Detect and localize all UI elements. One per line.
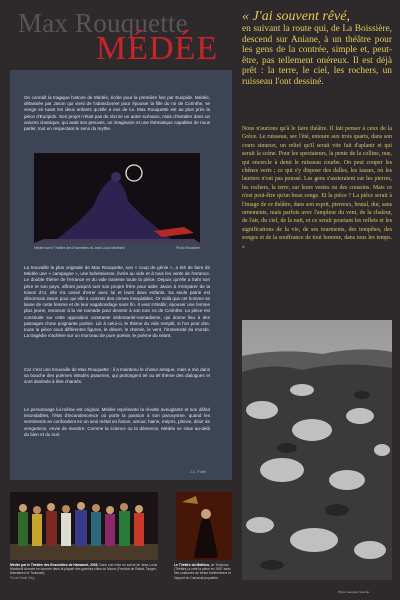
photo2-caption-title: Médée par le Théâtre des Ensembles de Hamamet, 2003.	[10, 563, 99, 567]
mathieu-photo-caption	[174, 563, 236, 580]
landscape-photo-illustration	[242, 320, 392, 580]
photo2-caption-body: Dans une mise en scène de Jean-Louis Martinelli donnée en tournée dans la plupart des grandes villes du Maroc (Festival de Rabat, Tanger, Marrakech et Toulouse).	[10, 563, 158, 576]
stage-photo-medee	[34, 153, 200, 243]
text-credit: J.C. Forêt	[190, 470, 206, 474]
photo3-caption-body: de Toulouse (Théâtre) a créé la pièce en 1997 avec des costumes de tenue bohémienne et l'apport du Carnaval populaire.	[174, 563, 231, 580]
fourth-paragraph: Le personnage lui-même est original. Médée représente la révolte aveuglante et son défait insondables, l'état d'incandescence où porte la passion à son paroxysme, quand les sentiments se confondent en un seul métal en fusion, amour, haine, mépris, pitovie, désir de vengeance, envie de meurtre. Comme la science ou la démence, Médée se situe au-delà du bien et du mal.	[24, 407, 210, 437]
photo2-credit: Photo Nadir Nivy	[10, 575, 35, 580]
third-paragraph: Car c'est une trouvaille de Max Rouquette : il a maintenu le chœur antique, mais a mis dans sa bouche des poèmes intitulés psaumes, qui prolongent tel ou tel thème des dialogues et sont destinés à être chantés.	[24, 367, 210, 385]
mathieu-photo-illustration	[176, 492, 232, 560]
mathieu-theatre-photo	[176, 492, 232, 560]
quote-body: Nous n'aurions qu'à le faire théâtre. Il fait penser à ceux de la Grèce. Le ruisseau, sec l'été, entoure aux trois quarts, dans son cours sinueux, un relief qu'il serait vite fait d'aplanir et qui serait la scène. Pour les spectateurs, la pente de la colline, nue, qui encercle à demi le ruisseau courbe. On peut couper les chênes verts ; ce qui s'y dispose des dalles, les lauses, où les lauriers n'ont pas poussé. Les gens s'assieraient sur les pierres, les rochers, la terre, sur leurs vestes ou des coussins. Mais ce n'est peut-être qu'un beau songe. Et la pièce ? La pièce serait à l'image de ce théâtre, dans son esprit, pierreux, brutal, dur, sans ornements, mais parfois avec l'ampleur du vent, de la chaleur, de l'air, du ciel, de la nuit, et ce serait pourtant les reflets et les significations de la vie, de ses tourments, des tempêtes, des songes et de la souffrance de tout homme, dans tous les temps. »	[242, 126, 392, 250]
troupe-photo-illustration	[10, 492, 158, 560]
author-name: Max Rouquette	[18, 8, 188, 38]
play-title: MÉDÉE	[96, 30, 219, 67]
hamamet-troupe-photo	[10, 492, 158, 560]
landscape-photo-caption: Photo Georges Souche	[338, 590, 370, 594]
quote-lead: « J'ai souvent rêvé,	[242, 9, 350, 24]
quote-lead-continued: en suivant la route qui, de La Boissière, descend sur Aniane, à un théâtre pour les gens de la contrée, simple et, peut-être, pas tellement onéreux. Il est déjà prêt : la terre, le ciel, les rochers, un ruisseau l'ont dessiné.	[242, 24, 392, 87]
hamamet-photo-caption	[10, 563, 160, 580]
photo1-caption-left: Médée sur le Théâtre des Ensembles du Jean-Louis Martinelli	[34, 246, 125, 250]
second-paragraph: La trouvaille la plus originale de Max Rouquette, son « coup de génie », a été de faire de Médée une « campagne », une bohémienne, livrée au vide et à tous les vents de l'errance. Le double thème de l'errance et du vide traverse toute la pièce. Depuis qu'elle a trahi son père et son pays, affront jusqu'à tuer son propre frère pour aider Jason à s'emparer de la toison d'or, elle n'a cessé d'errer avec lui et leurs deux enfants. Sa seule patrie est désormais Jason pour qui elle a commis des crimes inexpiables. Or voilà que cet homme se lasse de cette femme et de leur vagabondage sans fin. Il veut s'établir, épouser une femme plus jeune, renoncer à la vie nomade pour devenir à son tour roi de Corinthe. La pièce est construite sur cette opposition constante sédentarité-nomadisme, qui donne lieu à des passages d'une poignante poésie. Lié à celui-ci, le thème du vide remplit, si l'on peut dire, toute la pièce sous différentes figures, le désert, le chemin, le vent, l'immensité du monde. La tragédie s'achève sur un morceau de pure poésie, le poème du néant.	[24, 265, 210, 339]
photo3-caption-title: Le Théâtre du Mathieu,	[174, 563, 210, 567]
stage-photo-caption	[34, 246, 200, 250]
photo1-caption-right: Photo Rouchère	[176, 246, 200, 250]
quote-lead-block	[242, 10, 392, 87]
stage-photo-illustration	[34, 153, 200, 243]
intro-paragraph: On connaît la tragique histoire de Médée, écrite pour la première fois par Euripide. Médée, délaissée par Jason qui vient de l'abandonner pour épouser la fille du roi de Corinthe, se venge en tuant les deux enfants qu'elle a eus de lui. Max Rouquette est au plus près la pièce d'Euripide. Son projet n'était pas de récrire un autre scénario, mais d'installer dans un univers classique, qui avait ses preuves, un imaginaire et une thématique capables de nous parler, tout en respectant le sens du mythe.	[24, 95, 210, 132]
rocky-landscape-photo	[242, 320, 392, 580]
